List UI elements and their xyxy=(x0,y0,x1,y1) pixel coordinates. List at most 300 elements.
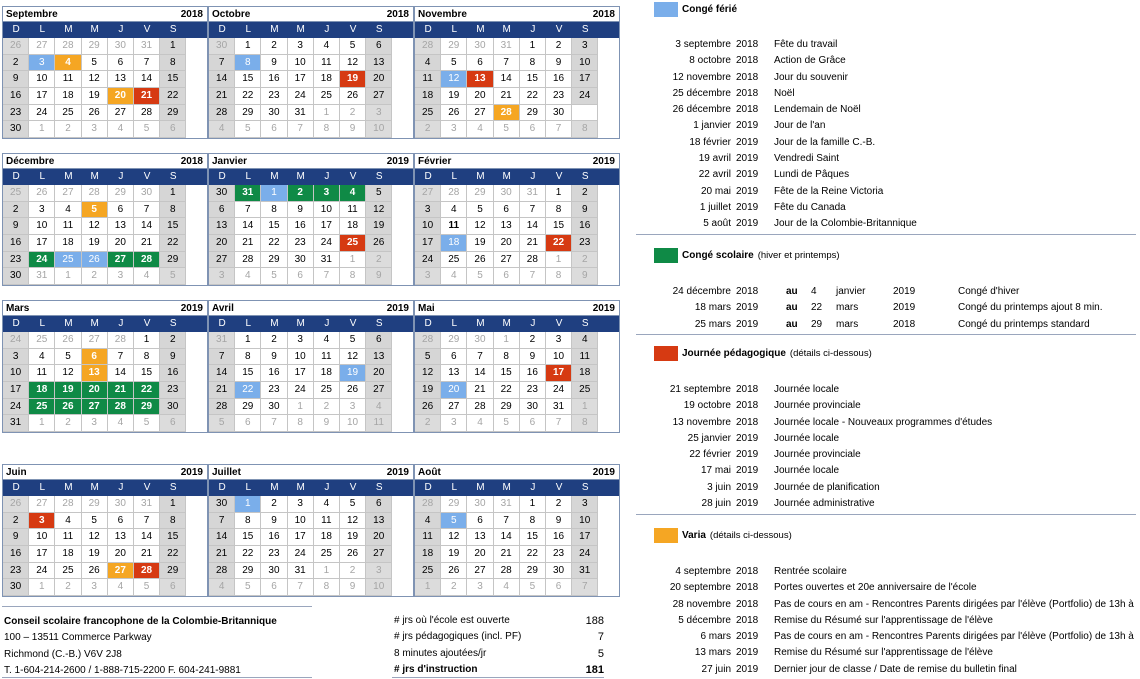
event-label: Fête du travail xyxy=(774,39,838,50)
day-cell: 3 xyxy=(572,38,598,55)
event-year: 2019 xyxy=(736,432,759,444)
day-cell: 30 xyxy=(134,185,160,202)
month-header xyxy=(3,301,207,316)
day-cell: 5 xyxy=(82,55,108,72)
day-cell: 28 xyxy=(108,332,134,349)
legend-row xyxy=(636,135,1136,151)
weekday-header xyxy=(209,22,413,38)
day-cell xyxy=(572,105,598,122)
day-cell: 1 xyxy=(494,332,520,349)
day-cell: 11 xyxy=(55,71,81,88)
day-cell: 4 xyxy=(314,38,340,55)
event-label: Journée locale xyxy=(774,465,840,477)
school-info xyxy=(4,614,277,679)
day-cell: 30 xyxy=(3,268,29,285)
day-grid xyxy=(415,496,619,596)
weekday-label: L xyxy=(451,482,458,493)
day-cell: 28 xyxy=(209,399,235,416)
day-cell: 12 xyxy=(467,218,493,235)
day-cell: 5 xyxy=(209,415,235,432)
day-cell: 29 xyxy=(494,399,520,416)
weekday-label: S xyxy=(375,171,383,182)
day-cell: 31 xyxy=(209,332,235,349)
day-cell: 24 xyxy=(572,88,598,105)
stat-label: # jrs d'instruction xyxy=(394,663,478,675)
day-cell: 4 xyxy=(494,579,520,596)
day-cell: 31 xyxy=(29,268,55,285)
legend-row xyxy=(636,629,1136,645)
event-year: 2018 xyxy=(736,39,759,50)
day-cell: 8 xyxy=(572,121,598,138)
day-cell: 18 xyxy=(55,235,81,252)
day-cell: 10 xyxy=(572,55,598,72)
divider xyxy=(636,334,1136,335)
weekday-label: J xyxy=(118,24,124,35)
stat-value: 181 xyxy=(585,663,604,676)
day-cell: 6 xyxy=(160,121,186,138)
event-date: 12 novembre xyxy=(672,71,731,83)
day-cell: 2 xyxy=(55,579,81,596)
event-year: 2018 xyxy=(736,400,759,412)
day-cell: 19 xyxy=(441,88,467,105)
day-cell: 25 xyxy=(314,546,340,563)
event-year: 2019 xyxy=(736,218,759,230)
day-cell: 10 xyxy=(340,415,366,432)
day-cell: 9 xyxy=(3,529,29,546)
day-cell: 22 xyxy=(261,235,287,252)
day-cell: 26 xyxy=(366,235,392,252)
weekday-header xyxy=(3,480,207,496)
month-header xyxy=(209,301,413,316)
weekday-label: S xyxy=(169,318,177,329)
day-grid xyxy=(209,332,413,432)
day-cell: 5 xyxy=(82,202,108,219)
color-swatch xyxy=(654,346,678,361)
day-cell: 26 xyxy=(29,185,55,202)
legend-row xyxy=(636,613,1136,629)
day-cell: 16 xyxy=(572,218,598,235)
day-cell: 4 xyxy=(209,579,235,596)
day-cell: 24 xyxy=(288,382,314,399)
day-cell: 20 xyxy=(108,235,134,252)
weekday-label: V xyxy=(555,171,563,182)
event-label: Portes ouvertes et 20e anniversaire de l'école xyxy=(774,582,977,594)
day-cell: 2 xyxy=(288,185,314,202)
day-cell: 4 xyxy=(366,399,392,416)
weekday-label: M xyxy=(296,482,305,493)
day-cell: 3 xyxy=(366,563,392,580)
day-cell: 1 xyxy=(261,185,287,202)
event-label: Jour de la Colombie-Britannique xyxy=(774,218,917,230)
end-month: mars xyxy=(836,318,859,330)
legend-row xyxy=(636,37,1136,53)
month-name: Août xyxy=(418,466,441,478)
day-cell: 17 xyxy=(29,235,55,252)
day-cell: 24 xyxy=(29,105,55,122)
month-year: 2018 xyxy=(180,8,203,20)
day-cell: 8 xyxy=(235,55,261,72)
day-cell: 10 xyxy=(314,202,340,219)
end-day: 29 xyxy=(811,318,823,330)
day-cell: 3 xyxy=(415,202,441,219)
day-cell: 17 xyxy=(546,365,572,382)
day-cell: 26 xyxy=(340,546,366,563)
day-cell: 3 xyxy=(82,415,108,432)
day-cell: 1 xyxy=(314,563,340,580)
day-cell: 26 xyxy=(82,563,108,580)
day-cell: 27 xyxy=(366,382,392,399)
day-cell: 11 xyxy=(415,529,441,546)
weekday-label: M xyxy=(64,482,73,493)
day-cell: 10 xyxy=(366,579,392,596)
day-cell: 25 xyxy=(29,332,55,349)
day-cell: 12 xyxy=(441,529,467,546)
day-cell: 5 xyxy=(235,579,261,596)
day-cell: 29 xyxy=(235,399,261,416)
event-label: Congé d'hiver xyxy=(958,286,1020,297)
month-name: Juin xyxy=(6,466,27,478)
au-label: au xyxy=(786,302,798,314)
event-date: 4 septembre xyxy=(675,566,731,577)
day-cell: 22 xyxy=(160,235,186,252)
legend-row xyxy=(636,415,1136,431)
day-cell: 13 xyxy=(366,349,392,366)
day-cell: 6 xyxy=(366,332,392,349)
divider xyxy=(636,234,1136,235)
day-cell: 5 xyxy=(366,185,392,202)
day-cell: 30 xyxy=(209,496,235,513)
day-cell: 25 xyxy=(3,185,29,202)
day-cell: 1 xyxy=(160,496,186,513)
day-cell: 16 xyxy=(3,88,29,105)
day-cell: 23 xyxy=(261,88,287,105)
day-cell: 13 xyxy=(82,365,108,382)
day-cell: 5 xyxy=(494,121,520,138)
day-cell: 26 xyxy=(82,252,108,269)
event-year: 2018 xyxy=(736,87,759,99)
day-cell: 22 xyxy=(235,88,261,105)
day-cell: 8 xyxy=(261,202,287,219)
day-cell: 2 xyxy=(340,563,366,580)
day-cell: 11 xyxy=(55,218,81,235)
day-cell: 2 xyxy=(415,121,441,138)
weekday-label: M xyxy=(502,24,511,35)
event-label: Jour de l'an xyxy=(774,120,826,132)
day-cell: 27 xyxy=(55,185,81,202)
day-cell: 16 xyxy=(546,529,572,546)
day-cell: 19 xyxy=(441,546,467,563)
day-cell: 21 xyxy=(108,382,134,399)
day-cell: 29 xyxy=(82,38,108,55)
day-cell: 14 xyxy=(209,365,235,382)
day-cell: 1 xyxy=(546,185,572,202)
day-cell: 12 xyxy=(415,365,441,382)
month-1 xyxy=(208,6,414,139)
day-cell: 17 xyxy=(415,235,441,252)
day-cell: 21 xyxy=(209,546,235,563)
day-cell: 1 xyxy=(572,399,598,416)
legend-title: Congé férié xyxy=(682,3,738,15)
day-grid xyxy=(3,38,207,138)
day-cell: 15 xyxy=(546,218,572,235)
day-cell: 30 xyxy=(209,185,235,202)
weekday-label: M xyxy=(64,24,73,35)
weekday-label: J xyxy=(530,171,536,182)
day-cell: 28 xyxy=(108,399,134,416)
day-cell: 11 xyxy=(29,365,55,382)
day-cell: 24 xyxy=(314,235,340,252)
weekday-label: S xyxy=(169,171,177,182)
legend-row xyxy=(636,382,1136,398)
day-cell: 30 xyxy=(108,496,134,513)
event-year: 2019 xyxy=(736,201,759,213)
day-cell: 5 xyxy=(340,38,366,55)
weekday-label: S xyxy=(581,171,589,182)
weekday-label: J xyxy=(324,24,330,35)
day-cell: 8 xyxy=(546,268,572,285)
day-cell: 6 xyxy=(261,579,287,596)
day-cell: 16 xyxy=(261,71,287,88)
day-cell: 7 xyxy=(288,579,314,596)
event-year: 2019 xyxy=(736,631,759,643)
event-label: Lundi de Pâques xyxy=(774,169,850,181)
day-cell: 3 xyxy=(29,513,55,530)
day-cell: 31 xyxy=(494,496,520,513)
day-stats xyxy=(394,613,604,678)
weekday-label: M xyxy=(64,318,73,329)
day-cell: 18 xyxy=(415,88,441,105)
weekday-label: L xyxy=(245,171,252,182)
weekday-header xyxy=(415,480,619,496)
day-cell: 20 xyxy=(467,88,493,105)
event-date: 1 janvier xyxy=(693,120,731,132)
day-cell: 27 xyxy=(467,105,493,122)
weekday-label: M xyxy=(90,171,99,182)
day-cell: 11 xyxy=(314,513,340,530)
day-cell: 7 xyxy=(572,579,598,596)
legend-title: Journée pédagogique xyxy=(682,347,786,359)
day-cell: 11 xyxy=(572,349,598,366)
end-month: mars xyxy=(836,302,859,314)
day-cell: 8 xyxy=(160,55,186,72)
day-cell: 2 xyxy=(546,38,572,55)
day-cell: 7 xyxy=(520,268,546,285)
day-grid xyxy=(415,38,619,138)
month-name: Mars xyxy=(6,302,30,314)
day-cell: 23 xyxy=(3,105,29,122)
day-cell: 21 xyxy=(209,382,235,399)
day-cell: 21 xyxy=(520,235,546,252)
calendar-grid xyxy=(0,0,620,600)
month-header xyxy=(415,301,619,316)
day-cell: 8 xyxy=(340,268,366,285)
day-cell: 16 xyxy=(546,71,572,88)
day-cell: 6 xyxy=(82,349,108,366)
month-header xyxy=(415,7,619,22)
day-cell: 7 xyxy=(209,55,235,72)
day-cell: 2 xyxy=(261,496,287,513)
month-6 xyxy=(2,300,208,433)
day-cell: 20 xyxy=(366,71,392,88)
month-name: Octobre xyxy=(212,8,251,20)
day-cell: 27 xyxy=(415,185,441,202)
day-cell: 13 xyxy=(467,529,493,546)
event-label: Journée locale xyxy=(774,432,840,444)
month-name: Juillet xyxy=(212,466,241,478)
day-cell: 14 xyxy=(108,365,134,382)
event-label: Action de Grâce xyxy=(774,55,846,67)
weekday-label: D xyxy=(218,24,226,35)
day-cell: 2 xyxy=(55,415,81,432)
event-year: 2019 xyxy=(736,449,759,461)
month-year: 2018 xyxy=(386,8,409,20)
day-grid xyxy=(3,332,207,432)
day-cell: 15 xyxy=(235,71,261,88)
day-cell: 30 xyxy=(209,38,235,55)
day-cell: 31 xyxy=(288,105,314,122)
day-cell: 6 xyxy=(108,55,134,72)
event-label: Pas de cours en am - Rencontres Parents dirigées par l'élève (Portfolio) de 13h à xyxy=(774,598,1134,610)
day-cell: 7 xyxy=(546,121,572,138)
legend-row xyxy=(636,564,1136,580)
day-cell: 5 xyxy=(134,579,160,596)
day-cell: 3 xyxy=(108,268,134,285)
day-cell: 14 xyxy=(494,71,520,88)
day-cell: 3 xyxy=(209,268,235,285)
event-label: Remise du Résumé sur l'apprentissage de l'élève xyxy=(774,614,993,626)
day-cell: 11 xyxy=(55,529,81,546)
event-date: 3 septembre xyxy=(675,39,731,50)
event-date: 28 juin xyxy=(701,498,731,510)
day-cell: 18 xyxy=(314,529,340,546)
day-cell: 20 xyxy=(108,88,134,105)
event-date: 28 novembre xyxy=(672,598,731,610)
legend-row xyxy=(636,53,1136,69)
stat-row xyxy=(394,646,604,662)
day-cell: 29 xyxy=(160,563,186,580)
day-cell: 23 xyxy=(261,382,287,399)
day-cell: 19 xyxy=(340,529,366,546)
month-name: Janvier xyxy=(212,155,248,167)
start-date: 18 mars xyxy=(694,302,731,314)
day-cell: 30 xyxy=(108,38,134,55)
day-cell: 7 xyxy=(546,415,572,432)
day-cell: 24 xyxy=(572,546,598,563)
day-cell: 18 xyxy=(572,365,598,382)
day-cell: 15 xyxy=(520,71,546,88)
day-cell: 28 xyxy=(134,105,160,122)
day-cell: 8 xyxy=(494,349,520,366)
day-cell: 27 xyxy=(29,38,55,55)
day-cell: 29 xyxy=(235,105,261,122)
day-cell: 28 xyxy=(441,185,467,202)
day-cell: 5 xyxy=(520,579,546,596)
event-date: 22 avril xyxy=(698,169,731,181)
day-cell: 1 xyxy=(415,579,441,596)
day-cell: 26 xyxy=(3,38,29,55)
day-cell: 1 xyxy=(288,399,314,416)
day-cell: 18 xyxy=(415,546,441,563)
event-year: 2019 xyxy=(736,153,759,165)
day-cell: 29 xyxy=(441,38,467,55)
legend-header xyxy=(636,246,1136,264)
legend-row xyxy=(636,70,1136,86)
day-cell: 16 xyxy=(520,365,546,382)
day-cell: 21 xyxy=(209,88,235,105)
weekday-label: S xyxy=(581,24,589,35)
weekday-label: S xyxy=(581,318,589,329)
weekday-header xyxy=(415,22,619,38)
day-cell: 24 xyxy=(288,88,314,105)
day-cell: 7 xyxy=(235,202,261,219)
weekday-label: L xyxy=(245,318,252,329)
event-year: 2018 xyxy=(736,614,759,626)
event-year: 2019 xyxy=(736,136,759,148)
month-2 xyxy=(414,6,620,139)
day-cell: 29 xyxy=(134,399,160,416)
legend-row xyxy=(636,480,1136,496)
weekday-label: V xyxy=(143,318,151,329)
weekday-header xyxy=(3,316,207,332)
legend-peda xyxy=(636,344,1136,512)
day-cell: 28 xyxy=(494,563,520,580)
day-cell: 31 xyxy=(494,38,520,55)
legend-scol xyxy=(636,246,1136,333)
day-cell: 17 xyxy=(3,382,29,399)
weekday-label: J xyxy=(530,24,536,35)
day-cell: 17 xyxy=(314,218,340,235)
day-cell: 29 xyxy=(441,332,467,349)
event-label: Congé du printemps standard xyxy=(958,318,1090,330)
weekday-header xyxy=(415,316,619,332)
day-cell: 6 xyxy=(366,38,392,55)
day-cell: 2 xyxy=(572,252,598,269)
day-cell: 2 xyxy=(3,513,29,530)
day-cell: 13 xyxy=(108,529,134,546)
day-cell: 12 xyxy=(82,71,108,88)
weekday-label: M xyxy=(296,318,305,329)
month-4 xyxy=(208,153,414,286)
month-header xyxy=(3,7,207,22)
day-cell: 23 xyxy=(3,252,29,269)
event-year: 2019 xyxy=(736,185,759,197)
event-label: Dernier jour de classe / Date de remise du bulletin final xyxy=(774,663,1017,675)
phone-line: T. 1-604-214-2600 / 1-888-715-2200 F. 604-241-9881 xyxy=(4,664,241,676)
day-cell: 9 xyxy=(572,268,598,285)
day-cell: 16 xyxy=(261,365,287,382)
weekday-label: D xyxy=(12,318,20,329)
day-cell: 29 xyxy=(441,496,467,513)
weekday-label: M xyxy=(476,171,485,182)
day-cell: 2 xyxy=(546,496,572,513)
day-cell: 26 xyxy=(340,88,366,105)
day-cell: 29 xyxy=(520,105,546,122)
day-cell: 28 xyxy=(134,252,160,269)
event-date: 5 août xyxy=(703,218,731,230)
day-cell: 21 xyxy=(235,235,261,252)
day-cell: 7 xyxy=(108,349,134,366)
day-cell: 21 xyxy=(134,546,160,563)
day-cell: 8 xyxy=(160,202,186,219)
legend-row xyxy=(636,118,1136,134)
event-date: 20 mai xyxy=(700,185,731,197)
weekday-label: L xyxy=(451,171,458,182)
day-cell: 4 xyxy=(415,55,441,72)
weekday-label: M xyxy=(270,318,279,329)
day-cell: 17 xyxy=(29,88,55,105)
legend-row xyxy=(636,151,1136,167)
day-cell: 20 xyxy=(366,529,392,546)
